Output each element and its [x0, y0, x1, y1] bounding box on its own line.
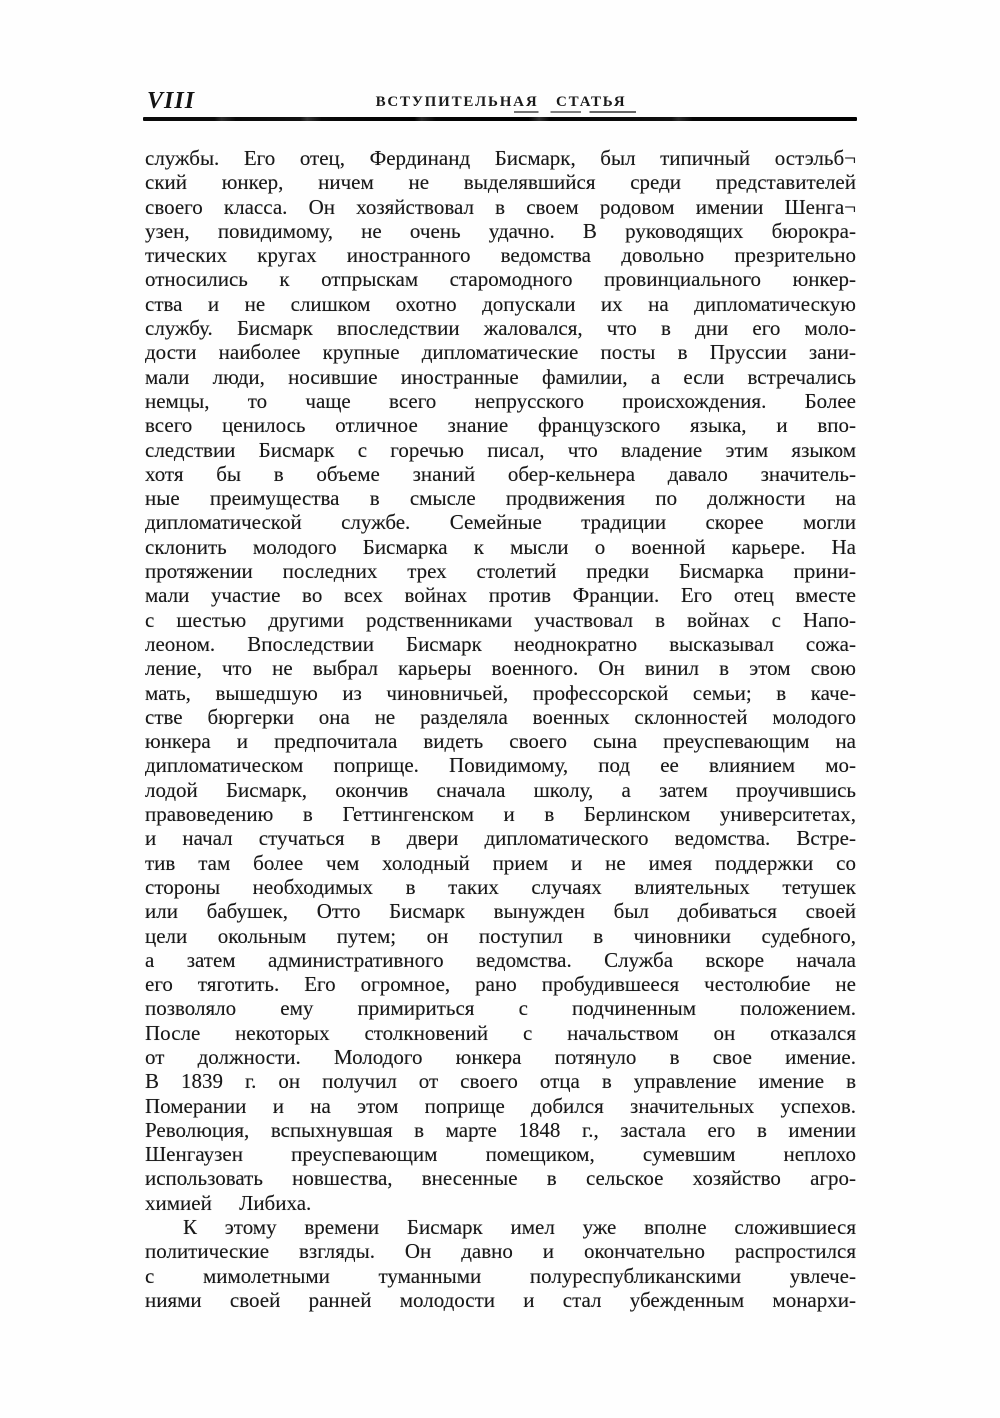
text-line: немцы, то чаще всего непрусского происхождения. Более — [145, 388, 856, 413]
text-line: дости наиболее крупные дипломатические посты в Пруссии зани- — [145, 340, 856, 365]
text-line: ниями своей ранней молодости и стал убежденным монархи- — [145, 1287, 856, 1312]
text-line: политические взгляды. Он давно и окончательно распростился — [145, 1239, 856, 1264]
page-number: VIII — [147, 88, 196, 114]
text-line: стороны необходимых в таких случаях влиятельных тетушек — [145, 874, 856, 899]
text-line: юнкера и предпочитала видеть своего сына преуспевающим на — [145, 729, 856, 754]
paragraph-continuation — [145, 146, 856, 1215]
paragraph-new — [145, 1215, 856, 1312]
text-line: службы. Его отец, Фердинанд Бисмарк, был типичный остэльб¬ — [145, 146, 856, 170]
text-line: использовать новшества, внесенные в сельское хозяйство агро- — [145, 1166, 856, 1191]
text-line: а затем административного ведомства. Служба вскоре начала — [145, 947, 856, 972]
text-line: дипломатическом поприще. Повидимому, под ее влиянием мо- — [145, 753, 856, 778]
running-header-title: ВСТУПИТЕЛЬНАЯ СТАТЬЯ — [375, 94, 627, 110]
text-line: химией Либиха. — [145, 1190, 312, 1215]
text-line: ление, что не выбрал карьеры военного. Он винил в этом свою — [145, 656, 856, 681]
text-line: леоном. Впоследствии Бисмарк неоднократно высказывал сожа- — [145, 631, 856, 656]
text-line: службу. Бисмарк впоследствии жаловался, что в дни его моло- — [145, 316, 856, 341]
text-line: позволяло ему примириться с подчиненным положением. — [145, 996, 856, 1021]
text-line: ства и не слишком охотно допускали их на дипломатическую — [145, 291, 856, 316]
text-line: ский юнкер, ничем не выделявшийся среди представителей — [145, 170, 856, 195]
text-line: склонить молодого Бисмарка к мысли о военной карьере. На — [145, 534, 856, 559]
text-line: своего класса. Он хозяйствовал в своем родовом имении Шенга¬ — [145, 194, 856, 219]
text-line: правоведению в Геттингенском и в Берлинском университетах, — [145, 802, 856, 827]
header-rule-divider — [143, 117, 857, 121]
text-line: мать, вышедшую из чиновничьей, профессорской семьи; в каче- — [145, 680, 856, 705]
text-line: тив там более чем холодный прием и не имея поддержки со — [145, 850, 856, 875]
text-line: ные преимущества в смысле продвижения по должности на — [145, 486, 856, 511]
text-line: хотя бы в объеме знаний обер-кельнера давало значитель- — [145, 461, 856, 486]
text-line: цели окольным путем; он поступил в чиновники судебного, — [145, 923, 856, 948]
text-line: с мимолетными туманными полуреспубликанскими увлече- — [145, 1263, 856, 1288]
text-line: Померании и на этом поприще добился значительных успехов. — [145, 1093, 856, 1118]
text-line: К этому времени Бисмарк имел уже вполне сложившиеся — [183, 1215, 856, 1240]
text-line: мали люди, носившие иностранные фамилии, а если встречались — [145, 364, 856, 389]
text-line: следствии Бисмарк с горечью писал, что владение этим языком — [145, 437, 856, 462]
text-line: узен, повидимому, не очень удачно. В руководящих бюрокра- — [145, 218, 856, 243]
text-line: стве бюргерки она не разделяла военных склонностей молодого — [145, 704, 856, 729]
text-line: всего ценилось отличное знание французского языка, и впо- — [145, 413, 856, 438]
text-line: дипломатической службе. Семейные традиции скорее могли — [145, 510, 856, 535]
text-line: лодой Бисмарк, окончив сначала школу, а затем проучившись — [145, 777, 856, 802]
text-line: с шестью другими родственниками участвовал в войнах с Напо- — [145, 607, 856, 632]
text-line: мали участие во всех войнах против Франции. Его отец вместе — [145, 583, 856, 608]
text-line: протяжении последних трех столетий предки Бисмарка прини- — [145, 559, 856, 584]
text-line: его тяготить. Его огромное, рано пробудившееся честолюбие не — [145, 972, 856, 997]
text-line: После некоторых столкновений с начальством он отказался — [145, 1020, 856, 1045]
text-line: или бабушек, Отто Бисмарк вынужден был добиваться своей — [145, 899, 856, 924]
text-line: относились к отпрыскам старомодного провинциального юнкер- — [145, 267, 856, 292]
article-body — [145, 146, 856, 1312]
text-line: Шенгаузен преуспевающим помещиком, сумевшим неплохо — [145, 1142, 856, 1167]
text-line: и начал стучаться в двери дипломатического ведомства. Встре- — [145, 826, 856, 851]
text-line: тических кругах иностранного ведомства довольно презрительно — [145, 243, 856, 268]
text-line: В 1839 г. он получил от своего отца в управление имение в — [145, 1069, 856, 1094]
text-line: Революция, вспыхнувшая в марте 1848 г., застала его в имении — [145, 1117, 856, 1142]
text-line: от должности. Молодого юнкера потянуло в свое имение. — [145, 1044, 856, 1069]
